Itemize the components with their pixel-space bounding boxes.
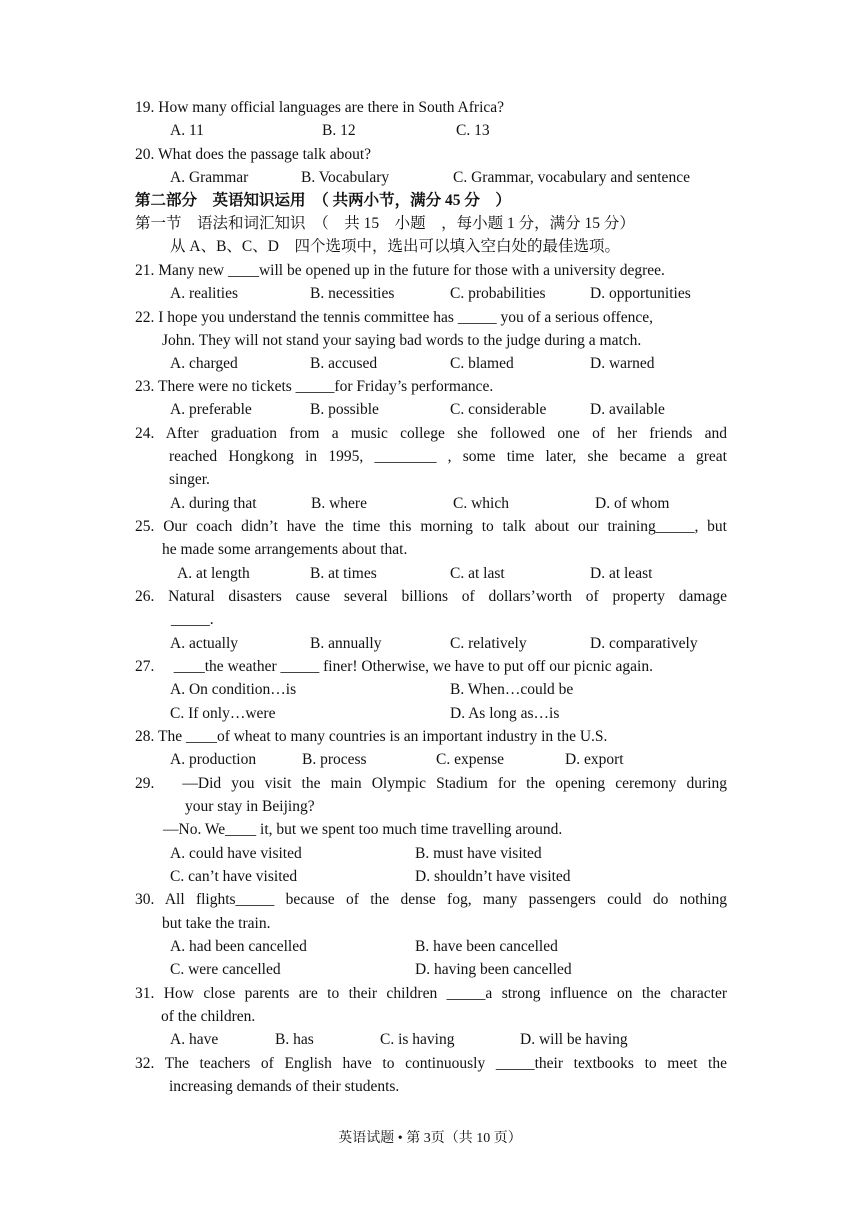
question-22: 22. I hope you understand the tennis committee has _____ you of a serious offence, bbox=[135, 309, 653, 326]
option-a: A. actually bbox=[170, 635, 239, 652]
option-a: A. have bbox=[170, 1031, 219, 1048]
option-d: D. having been cancelled bbox=[415, 961, 572, 978]
question-25: 25. Our coach didn’t have the time this morning to talk about our training_____, but bbox=[135, 518, 727, 535]
option-c: C. Grammar, vocabulary and sentence bbox=[453, 169, 690, 186]
question-31-cont: of the children. bbox=[161, 1008, 256, 1025]
option-c: C. can’t have visited bbox=[170, 868, 298, 885]
option-d: D. shouldn’t have visited bbox=[415, 868, 571, 885]
option-d: D. export bbox=[565, 751, 624, 768]
option-a: A. at length bbox=[177, 565, 250, 582]
option-a: A. On condition…is bbox=[170, 681, 297, 698]
question-29-reply: —No. We____ it, but we spent too much time travelling around. bbox=[163, 821, 563, 838]
option-c: C. relatively bbox=[450, 635, 527, 652]
option-c: C. considerable bbox=[450, 401, 547, 418]
option-b: B. must have visited bbox=[415, 845, 542, 862]
option-a: A. production bbox=[170, 751, 257, 768]
question-21: 21. Many new ____will be opened up in the future for those with a university degree. bbox=[135, 262, 665, 279]
question-26-cont: _____. bbox=[171, 611, 214, 628]
option-d: D. comparatively bbox=[590, 635, 698, 652]
option-b: B. necessities bbox=[310, 285, 395, 302]
question-22-cont: John. They will not stand your saying bad words to the judge during a match. bbox=[162, 332, 642, 349]
question-29: 29. —Did you visit the main Olympic Stadium for the opening ceremony during bbox=[135, 775, 727, 792]
option-a: A. during that bbox=[170, 495, 257, 512]
option-d: D. at least bbox=[590, 565, 653, 582]
question-25-cont: he made some arrangements about that. bbox=[162, 541, 408, 558]
question-24-cont: reached Hongkong in 1995, ________ , some time later, she became a great bbox=[169, 448, 727, 465]
option-c: C. which bbox=[453, 495, 509, 512]
option-c: C. If only…were bbox=[170, 705, 276, 722]
option-c: C. were cancelled bbox=[170, 961, 281, 978]
question-32-cont: increasing demands of their students. bbox=[169, 1078, 400, 1095]
option-c: C. probabilities bbox=[450, 285, 546, 302]
option-c: C. 13 bbox=[456, 122, 490, 139]
option-c: C. at last bbox=[450, 565, 505, 582]
option-a: A. could have visited bbox=[170, 845, 302, 862]
question-24: 24. After graduation from a music college she followed one of her friends and bbox=[135, 425, 727, 442]
question-19: 19. How many official languages are there in South Africa? bbox=[135, 99, 505, 116]
option-c: C. is having bbox=[380, 1031, 455, 1048]
option-d: D. available bbox=[590, 401, 665, 418]
question-23: 23. There were no tickets _____for Friday’s performance. bbox=[135, 378, 494, 395]
question-30: 30. All flights_____ because of the dense fog, many passengers could do nothing bbox=[135, 891, 727, 908]
option-a: A. had been cancelled bbox=[170, 938, 307, 955]
question-27: 27. ____the weather _____ finer! Otherwise, we have to put off our picnic again. bbox=[135, 658, 653, 675]
option-d: D. warned bbox=[590, 355, 655, 372]
option-a: A. Grammar bbox=[170, 169, 249, 186]
question-31: 31. How close parents are to their children _____a strong influence on the character bbox=[135, 985, 727, 1002]
option-b: B. accused bbox=[310, 355, 378, 372]
option-a: A. preferable bbox=[170, 401, 252, 418]
option-d: D. will be having bbox=[520, 1031, 628, 1048]
option-a: A. 11 bbox=[170, 122, 204, 139]
option-b: B. has bbox=[275, 1031, 314, 1048]
question-32: 32. The teachers of English have to continuously _____their textbooks to meet the bbox=[135, 1055, 727, 1072]
question-30-cont: but take the train. bbox=[162, 915, 271, 932]
option-b: B. possible bbox=[310, 401, 379, 418]
question-20: 20. What does the passage talk about? bbox=[135, 146, 372, 163]
option-b: B. annually bbox=[310, 635, 382, 652]
option-b: B. at times bbox=[310, 565, 377, 582]
page-footer: 英语试题 • 第 3页（共 10 页） bbox=[338, 1131, 522, 1146]
section-1-title: 第一节 语法和词汇知识 （ 共 15 小题 ，每小题 1 分，满分 15 分） bbox=[135, 215, 635, 232]
option-b: B. When…could be bbox=[450, 681, 574, 698]
part-2-title: 第二部分 英语知识运用 （ 共两小节，满分 45 分 ） bbox=[135, 192, 511, 209]
question-24-cont: singer. bbox=[169, 471, 210, 488]
option-d: D. As long as…is bbox=[450, 705, 560, 722]
section-1-instruction: 从 A、B、C、D 四个选项中，选出可以填入空白处的最佳选项。 bbox=[170, 238, 620, 255]
question-28: 28. The ____of wheat to many countries is an important industry in the U.S. bbox=[135, 728, 608, 745]
question-26: 26. Natural disasters cause several billions of dollars’worth of property damage bbox=[135, 588, 727, 605]
question-29-cont: your stay in Beijing? bbox=[185, 798, 315, 815]
option-b: B. process bbox=[302, 751, 367, 768]
option-b: B. Vocabulary bbox=[301, 169, 390, 186]
option-b: B. 12 bbox=[322, 122, 356, 139]
option-a: A. realities bbox=[170, 285, 239, 302]
option-b: B. where bbox=[311, 495, 367, 512]
option-d: D. opportunities bbox=[590, 285, 691, 302]
option-d: D. of whom bbox=[595, 495, 670, 512]
option-c: C. blamed bbox=[450, 355, 514, 372]
option-c: C. expense bbox=[436, 751, 505, 768]
option-a: A. charged bbox=[170, 355, 238, 372]
option-b: B. have been cancelled bbox=[415, 938, 558, 955]
